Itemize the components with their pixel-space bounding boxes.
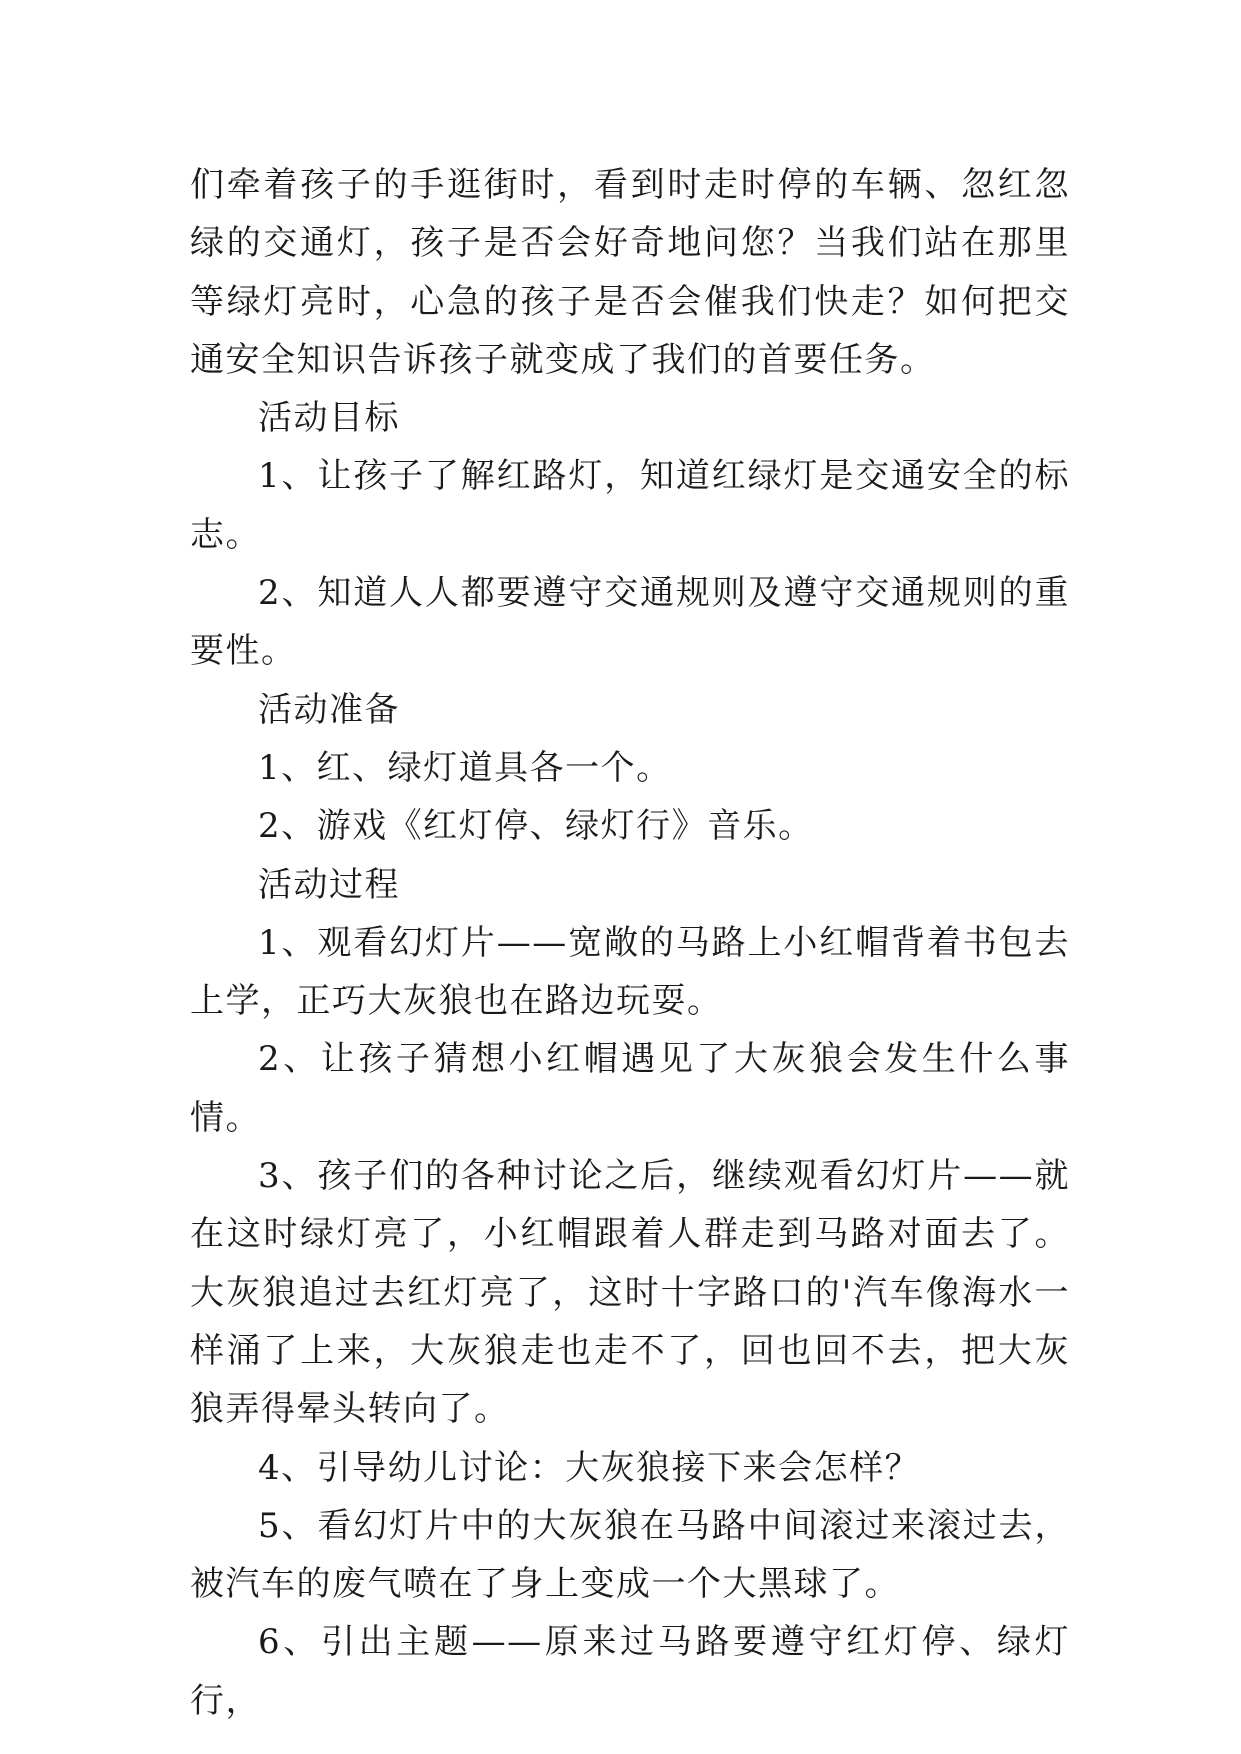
paragraph: 1、红、绿灯道具各一个。 bbox=[258, 747, 672, 788]
section-heading-goals: 活动目标 bbox=[258, 398, 400, 439]
paragraph: 6、引出主题——原来过马路要遵守红灯停、绿灯行， bbox=[190, 1622, 1070, 1721]
section-heading-preparation: 活动准备 bbox=[258, 689, 400, 730]
paragraph: 2、让孩子猜想小红帽遇见了大灰狼会发生什么事情。 bbox=[190, 1039, 1070, 1138]
paragraph: 2、知道人人都要遵守交通规则及遵守交通规则的重要性。 bbox=[190, 573, 1070, 672]
paragraph: 2、游戏《红灯停、绿灯行》音乐。 bbox=[258, 806, 814, 847]
body-text bbox=[190, 156, 1070, 1730]
paragraph: 1、让孩子了解红路灯，知道红绿灯是交通安全的标志。 bbox=[190, 456, 1070, 555]
paragraph: 5、看幻灯片中的大灰狼在马路中间滚过来滚过去，被汽车的废气喷在了身上变成一个大黑球了。 bbox=[190, 1505, 1070, 1605]
paragraph: 们牵着孩子的手逛街时，看到时走时停的车辆、忽红忽绿的交通灯，孩子是否会好奇地问您？当我们站在那里等绿灯亮时，心急的孩子是否会催我们快走？如何把交通安全知识告诉孩子就变成了我们的首要任务。 bbox=[190, 165, 1070, 380]
paragraph: 1、观看幻灯片——宽敞的马路上小红帽背着书包去上学，正巧大灰狼也在路边玩耍。 bbox=[190, 922, 1070, 1022]
paragraph: 4、引导幼儿讨论：大灰狼接下来会怎样？ bbox=[258, 1447, 921, 1488]
section-heading-process: 活动过程 bbox=[258, 864, 400, 905]
paragraph: 3、孩子们的各种讨论之后，继续观看幻灯片——就在这时绿灯亮了，小红帽跟着人群走到马路对面去了。大灰狼追过去红灯亮了，这时十字路口的'汽车像海水一样涌了上来，大灰狼走也走不了，回也回不去，把大灰狼弄得晕头转向了。 bbox=[190, 1156, 1070, 1430]
